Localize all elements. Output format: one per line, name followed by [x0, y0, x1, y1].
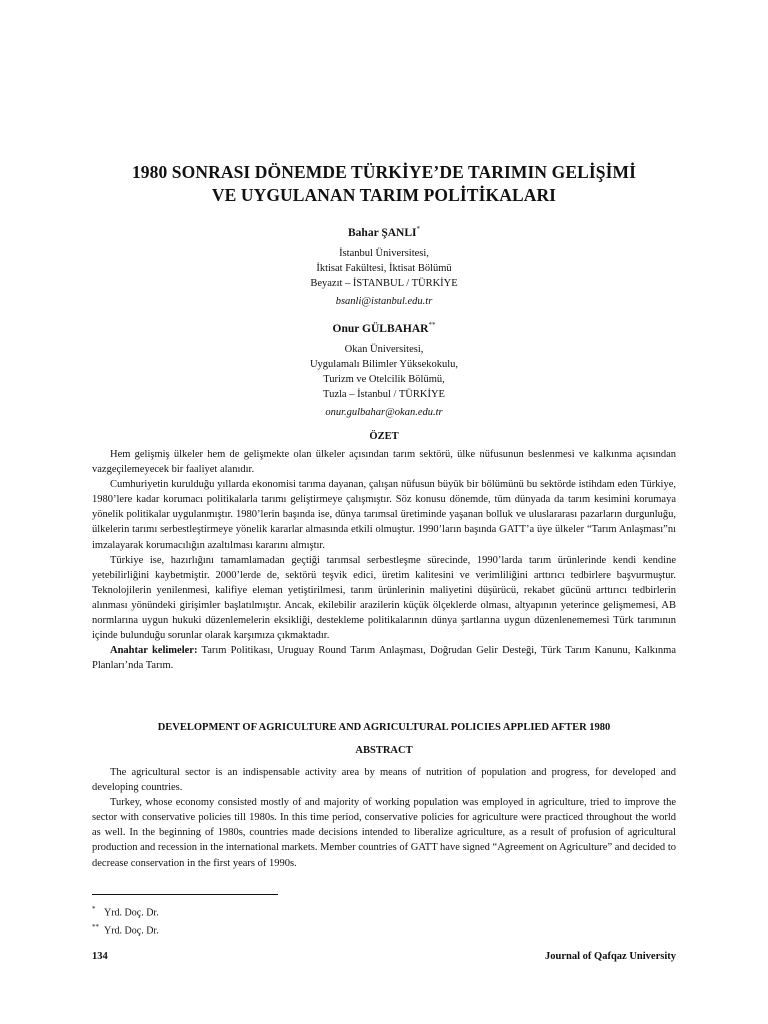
- ozet-paragraph: Cumhuriyetin kurulduğu yıllarda ekonomisi tarıma dayanan, çalışan nüfusun büyük bir bölümünü bu sektörde istihdam eden Türkiye, 1980’lere kadar korumacı politikalarla tarımı geliştirmeye çalışmıştır. Söz konusu dönemde, tüm dünyada da tarım kesimini korumaya yönelik politikalar uygulanmıştır. 1980’lerin başında ise, dünya tarımsal üretiminde yaşanan bolluk ve uluslararası pazarların durgunluğu, ülkelerin tarımı serbestleştirmeye yönelik kararlar almasında etkili olmuştur. 1990’ların başında GATT’a üye ülkeler “Tarım Anlaşması”nı imzalayarak korumacılığın azaltılması kararını almıştır.: [92, 479, 676, 551]
- journal-name: Journal of Qafqaz University: [545, 951, 676, 962]
- keywords-text: Tarım Politikası, Uruguay Round Tarım Anlaşması, Doğrudan Gelir Desteği, Türk Tarım Kanunu, Kalkınma Planları’nda Tarım.: [92, 645, 676, 672]
- author-email[interactable]: bsanli@istanbul.edu.tr: [335, 295, 433, 307]
- english-title: DEVELOPMENT OF AGRICULTURE AND AGRICULTURAL POLICIES APPLIED AFTER 1980: [157, 722, 611, 733]
- ozet-paragraph: Hem gelişmiş ülkeler hem de gelişmekte olan ülkeler açısından tarım sektörü, ülke nüfusunun beslenmesi ve kalkınma açısından vazgeçilemeyecek bir faaliyet alanıdır.: [92, 449, 676, 476]
- footnotes: [92, 902, 159, 939]
- footnote-divider: [92, 894, 278, 895]
- ozet-heading: ÖZET: [369, 431, 399, 442]
- author-block-2: [160, 318, 608, 420]
- author-name: Bahar ŞANLI*: [348, 225, 420, 239]
- author-block-1: [160, 222, 608, 309]
- ozet-body: [92, 447, 676, 673]
- affiliation-line: Turizm ve Otelcilik Bölümü,: [323, 373, 445, 385]
- abstract-heading: ABSTRACT: [355, 745, 413, 756]
- author-email[interactable]: onur.gulbahar@okan.edu.tr: [325, 406, 443, 418]
- affiliation-line: Uygulamalı Bilimler Yüksekokulu,: [309, 358, 459, 370]
- title-line-1: 1980 SONRASI DÖNEMDE TÜRKİYE’DE TARIMIN GELİŞİMİ: [131, 162, 637, 182]
- ozet-paragraph: Türkiye ise, hazırlığını tamamlamadan geçtiği tarımsal serbestleşme sürecinde, 1990’larda tarım ürünlerinde kendi kendine yetebilirliğini kaybetmiştir. 2000’lerde de, sektörü teşvik edici, üretim kalitesini ve verimliliğini arttırıcı tedbirlere başvurmuştur. Teknolojilerin yenilenmesi, kalifiye eleman yetiştirilmesi, tarım ürünlerinin maliyetini düşürücü, rekabet gücünü arttırıcı tedbirlerin alınması yönündeki girişimler başlatılmıştır. Ancak, ekilebilir arazilerin küçük ölçeklerde olması, altyapının yeterince gelişmemesi, AB normlarına uygun hukuki düzenlemelerin eksikliği, destekleme politikalarının dünya şartlarına uygun düzenlenememesi Türk tarımının içinde bulunduğu sorunlar olarak karşımıza çıkmaktadır.: [92, 554, 676, 642]
- footnote-mark: *: [92, 905, 96, 913]
- footnote: [92, 920, 159, 938]
- affiliation-line: Okan Üniversitesi,: [344, 343, 424, 355]
- page-number: 134: [92, 951, 108, 962]
- author-name: Onur GÜLBAHAR**: [332, 321, 436, 335]
- abstract-body: [92, 765, 676, 871]
- affiliation-line: İstanbul Üniversitesi,: [339, 247, 429, 259]
- footnote-text: Yrd. Doç. Dr.: [104, 925, 159, 937]
- affiliation-line: İktisat Fakültesi, İktisat Bölümü: [316, 262, 452, 274]
- keywords-paragraph: [92, 643, 676, 673]
- author-footnote-mark: **: [428, 321, 436, 329]
- footnote: [92, 902, 159, 920]
- keywords-label: Anahtar kelimeler:: [110, 645, 198, 657]
- paper-title: [60, 161, 708, 207]
- abstract-paragraph: Turkey, whose economy consisted mostly of and majority of working population was employed in agriculture, tried to improve the sector with conservative policies till 1980s. In this time period, conservative policies for agriculture were practiced throughout the world as well. In the beginning of 1980s, countries made decisions intended to liberalize agriculture, as a result of profusion of agricultural production and recession in the international markets. Member countries of GATT have signed “Agreement on Agriculture” and decided to decrease conservation in the first years of 1990s.: [92, 797, 676, 869]
- author-footnote-mark: *: [416, 225, 420, 233]
- abstract-paragraph: The agricultural sector is an indispensable activity area by means of nutrition of population and progress, for developed and developing countries.: [92, 767, 676, 794]
- title-line-2: VE UYGULANAN TARIM POLİTİKALARI: [211, 185, 557, 205]
- affiliation-line: Tuzla – İstanbul / TÜRKİYE: [323, 388, 445, 400]
- footnote-mark: **: [92, 923, 99, 932]
- footnote-text: Yrd. Doç. Dr.: [104, 907, 159, 919]
- affiliation-line: Beyazıt – İSTANBUL / TÜRKİYE: [310, 277, 458, 289]
